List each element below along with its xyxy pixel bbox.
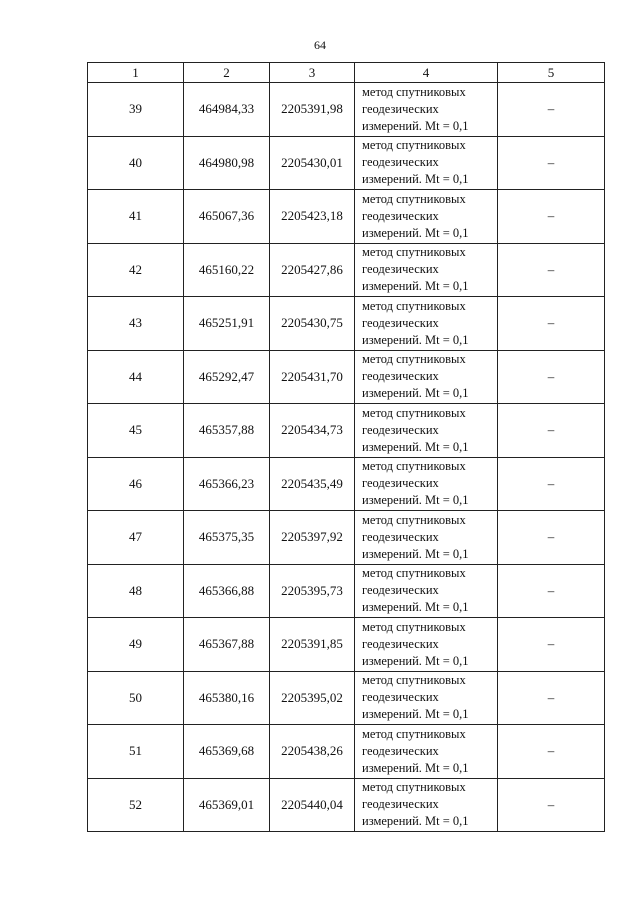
table-row xyxy=(88,136,605,190)
method-cell xyxy=(355,190,498,244)
point-number-cell: 49 xyxy=(88,618,184,672)
y-coordinate-cell: 2205440,04 xyxy=(270,778,355,832)
point-number-cell: 46 xyxy=(88,457,184,511)
table-body xyxy=(88,83,605,832)
y-coordinate-cell: 2205435,49 xyxy=(270,457,355,511)
method-line: метод спутниковых xyxy=(362,512,466,527)
point-number-cell: 44 xyxy=(88,350,184,404)
y-coordinate-cell: 2205434,73 xyxy=(270,404,355,458)
method-line: измерений. Mt = 0,1 xyxy=(362,600,469,615)
method-line: измерений. Mt = 0,1 xyxy=(362,814,469,829)
table-row xyxy=(88,83,605,137)
note-cell: – xyxy=(498,671,605,725)
method-line: измерений. Mt = 0,1 xyxy=(362,279,469,294)
method-cell xyxy=(355,564,498,618)
method-line: метод спутниковых xyxy=(362,245,466,260)
x-coordinate-cell: 465251,91 xyxy=(184,297,270,351)
method-line: геодезических xyxy=(362,529,439,544)
x-coordinate-cell: 465357,88 xyxy=(184,404,270,458)
y-coordinate-cell: 2205395,02 xyxy=(270,671,355,725)
method-line: метод спутниковых xyxy=(362,84,466,99)
method-line: метод спутниковых xyxy=(362,566,466,581)
point-number-cell: 50 xyxy=(88,671,184,725)
method-line: измерений. Mt = 0,1 xyxy=(362,653,469,668)
method-line: геодезических xyxy=(362,315,439,330)
method-line: измерений. Mt = 0,1 xyxy=(362,386,469,401)
method-line: геодезических xyxy=(362,583,439,598)
x-coordinate-cell: 465380,16 xyxy=(184,671,270,725)
method-cell xyxy=(355,243,498,297)
header-col-1: 1 xyxy=(88,63,184,83)
point-number-cell: 51 xyxy=(88,725,184,779)
method-line: метод спутниковых xyxy=(362,191,466,206)
method-cell xyxy=(355,778,498,832)
y-coordinate-cell: 2205431,70 xyxy=(270,350,355,404)
x-coordinate-cell: 464984,33 xyxy=(184,83,270,137)
method-cell xyxy=(355,136,498,190)
table-row xyxy=(88,618,605,672)
method-line: геодезических xyxy=(362,369,439,384)
method-line: измерений. Mt = 0,1 xyxy=(362,332,469,347)
x-coordinate-cell: 465375,35 xyxy=(184,511,270,565)
note-cell: – xyxy=(498,243,605,297)
method-line: метод спутниковых xyxy=(362,459,466,474)
note-cell: – xyxy=(498,350,605,404)
header-col-5: 5 xyxy=(498,63,605,83)
method-line: измерений. Mt = 0,1 xyxy=(362,546,469,561)
y-coordinate-cell: 2205430,01 xyxy=(270,136,355,190)
header-col-2: 2 xyxy=(184,63,270,83)
table-row xyxy=(88,404,605,458)
method-line: измерений. Mt = 0,1 xyxy=(362,760,469,775)
note-cell: – xyxy=(498,618,605,672)
table-row xyxy=(88,350,605,404)
header-col-3: 3 xyxy=(270,63,355,83)
y-coordinate-cell: 2205391,98 xyxy=(270,83,355,137)
method-cell xyxy=(355,511,498,565)
note-cell: – xyxy=(498,190,605,244)
method-line: измерений. Mt = 0,1 xyxy=(362,493,469,508)
table-row xyxy=(88,564,605,618)
method-line: геодезических xyxy=(362,690,439,705)
page-number: 64 xyxy=(314,38,326,52)
table-row xyxy=(88,190,605,244)
method-line: метод спутниковых xyxy=(362,138,466,153)
x-coordinate-cell: 465369,68 xyxy=(184,725,270,779)
method-line: метод спутниковых xyxy=(362,673,466,688)
y-coordinate-cell: 2205423,18 xyxy=(270,190,355,244)
x-coordinate-cell: 465292,47 xyxy=(184,350,270,404)
y-coordinate-cell: 2205391,85 xyxy=(270,618,355,672)
x-coordinate-cell: 464980,98 xyxy=(184,136,270,190)
method-line: метод спутниковых xyxy=(362,405,466,420)
point-number-cell: 40 xyxy=(88,136,184,190)
point-number-cell: 43 xyxy=(88,297,184,351)
note-cell: – xyxy=(498,564,605,618)
method-cell xyxy=(355,297,498,351)
y-coordinate-cell: 2205397,92 xyxy=(270,511,355,565)
table-header xyxy=(88,63,605,83)
method-line: измерений. Mt = 0,1 xyxy=(362,225,469,240)
method-line: метод спутниковых xyxy=(362,780,466,795)
header-col-4: 4 xyxy=(355,63,498,83)
point-number-cell: 39 xyxy=(88,83,184,137)
note-cell: – xyxy=(498,778,605,832)
table-row xyxy=(88,671,605,725)
method-cell xyxy=(355,83,498,137)
method-line: измерений. Mt = 0,1 xyxy=(362,118,469,133)
method-line: измерений. Mt = 0,1 xyxy=(362,707,469,722)
method-line: геодезических xyxy=(362,797,439,812)
method-line: геодезических xyxy=(362,636,439,651)
x-coordinate-cell: 465367,88 xyxy=(184,618,270,672)
table-row xyxy=(88,243,605,297)
note-cell: – xyxy=(498,83,605,137)
point-number-cell: 45 xyxy=(88,404,184,458)
coordinates-table xyxy=(87,62,605,832)
x-coordinate-cell: 465160,22 xyxy=(184,243,270,297)
method-line: измерений. Mt = 0,1 xyxy=(362,172,469,187)
method-cell xyxy=(355,457,498,511)
point-number-cell: 42 xyxy=(88,243,184,297)
note-cell: – xyxy=(498,404,605,458)
method-line: геодезических xyxy=(362,101,439,116)
table-row xyxy=(88,778,605,832)
method-cell xyxy=(355,618,498,672)
method-line: геодезических xyxy=(362,743,439,758)
method-cell xyxy=(355,404,498,458)
x-coordinate-cell: 465369,01 xyxy=(184,778,270,832)
y-coordinate-cell: 2205427,86 xyxy=(270,243,355,297)
method-line: метод спутниковых xyxy=(362,726,466,741)
method-line: метод спутниковых xyxy=(362,619,466,634)
point-number-cell: 41 xyxy=(88,190,184,244)
method-line: геодезических xyxy=(362,155,439,170)
note-cell: – xyxy=(498,511,605,565)
method-cell xyxy=(355,671,498,725)
note-cell: – xyxy=(498,457,605,511)
method-line: геодезических xyxy=(362,476,439,491)
point-number-cell: 52 xyxy=(88,778,184,832)
y-coordinate-cell: 2205430,75 xyxy=(270,297,355,351)
table-row xyxy=(88,511,605,565)
method-line: геодезических xyxy=(362,208,439,223)
header-row xyxy=(88,63,605,83)
point-number-cell: 47 xyxy=(88,511,184,565)
note-cell: – xyxy=(498,725,605,779)
method-line: метод спутниковых xyxy=(362,298,466,313)
table-row xyxy=(88,725,605,779)
x-coordinate-cell: 465067,36 xyxy=(184,190,270,244)
method-line: метод спутниковых xyxy=(362,352,466,367)
note-cell: – xyxy=(498,136,605,190)
note-cell: – xyxy=(498,297,605,351)
method-cell xyxy=(355,350,498,404)
table-row xyxy=(88,297,605,351)
point-number-cell: 48 xyxy=(88,564,184,618)
x-coordinate-cell: 465366,23 xyxy=(184,457,270,511)
x-coordinate-cell: 465366,88 xyxy=(184,564,270,618)
y-coordinate-cell: 2205395,73 xyxy=(270,564,355,618)
y-coordinate-cell: 2205438,26 xyxy=(270,725,355,779)
table-row xyxy=(88,457,605,511)
method-line: геодезических xyxy=(362,262,439,277)
method-line: геодезических xyxy=(362,422,439,437)
method-cell xyxy=(355,725,498,779)
method-line: измерений. Mt = 0,1 xyxy=(362,439,469,454)
